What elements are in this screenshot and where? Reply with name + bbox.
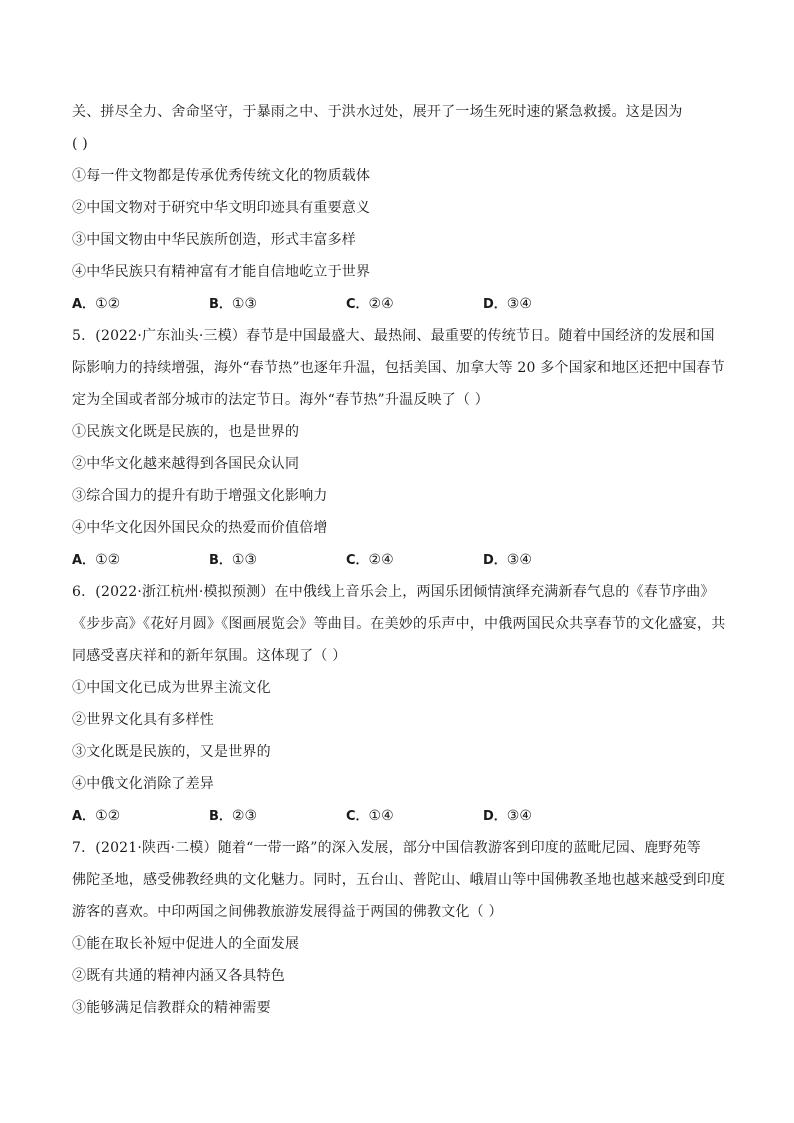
question-stem-line: 同感受喜庆祥和的新年氛围。这体现了（ ） xyxy=(72,648,347,664)
statement: ①民族文化既是民族的，也是世界的 xyxy=(72,424,300,440)
statement: ③能够满足信教群众的精神需要 xyxy=(72,1000,271,1016)
option-a: A．①② xyxy=(72,552,121,568)
question-stem-line: 定为全国或者部分城市的法定节日。海外“春节热”升温反映了（ ） xyxy=(72,392,489,408)
answer-options xyxy=(72,544,732,576)
statement: ①能在取长补短中促进人的全面发展 xyxy=(72,936,300,952)
statement: ③文化既是民族的，又是世界的 xyxy=(72,744,271,760)
statement: ④中华文化因外国民众的热爱而价值倍增 xyxy=(72,520,328,536)
question-stem-line: 游客的喜欢。中印两国之间佛教旅游发展得益于两国的佛教文化（ ） xyxy=(72,904,503,920)
option-c: C．①④ xyxy=(346,808,394,824)
statement: ②世界文化具有多样性 xyxy=(72,712,214,728)
statement: ②中华文化越来越得到各国民众认同 xyxy=(72,456,300,472)
statement: ③综合国力的提升有助于增强文化影响力 xyxy=(72,488,328,504)
option-c: C．②④ xyxy=(346,552,394,568)
statement: ①中国文化已成为世界主流文化 xyxy=(72,680,271,696)
answer-options xyxy=(72,800,732,832)
answer-blank: ( ) xyxy=(72,136,88,152)
option-b: B．①③ xyxy=(209,552,258,568)
option-a: A．①② xyxy=(72,296,121,312)
question-stem-line: 7．(2021·陕西·二模）随着“一带一路”的深入发展，部分中国信教游客到印度的蓝毗尼园、鹿野苑等 xyxy=(72,840,702,856)
option-b: B．①③ xyxy=(209,296,258,312)
option-b: B．②③ xyxy=(209,808,258,824)
question-stem-line: 6．(2022·浙江杭州·模拟预测）在中俄线上音乐会上，两国乐团倾情演绎充满新春气息的《春节序曲》 xyxy=(72,584,715,600)
answer-options xyxy=(72,288,732,320)
statement: ④中俄文化消除了差异 xyxy=(72,776,214,792)
question-stem-line: 际影响力的持续增强，海外“春节热”也逐年升温，包括美国、加拿大等 20 多个国家和地区还把中国春节 xyxy=(72,360,725,376)
question-6 xyxy=(72,576,732,832)
question-5 xyxy=(72,320,732,576)
statement: ④中华民族只有精神富有才能自信地屹立于世界 xyxy=(72,264,371,280)
question-stem-line: 佛陀圣地，感受佛教经典的文化魅力。同时，五台山、普陀山、峨眉山等中国佛教圣地也越来越受到印度 xyxy=(72,872,726,888)
option-c: C．②④ xyxy=(346,296,394,312)
question-stem-line: 5．(2022·广东汕头·三模）春节是中国最盛大、最热闹、最重要的传统节日。随着中国经济的发展和国 xyxy=(72,328,715,344)
question-4 xyxy=(72,96,732,320)
statement: ②中国文物对于研究中华文明印迹具有重要意义 xyxy=(72,200,371,216)
option-d: D．③④ xyxy=(483,808,532,824)
statement: ③中国文物由中华民族所创造，形式丰富多样 xyxy=(72,232,356,248)
document-page xyxy=(72,96,732,1024)
statement: ①每一件文物都是传承优秀传统文化的物质载体 xyxy=(72,168,371,184)
option-d: D．③④ xyxy=(483,296,532,312)
question-stem-line: 关、拼尽全力、舍命坚守，于暴雨之中、于洪水过处，展开了一场生死时速的紧急救援。这是因为 xyxy=(72,104,683,120)
option-d: D．③④ xyxy=(483,552,532,568)
statement: ②既有共通的精神内涵又各具特色 xyxy=(72,968,285,984)
question-stem-line: 《步步高》《花好月圆》《图画展览会》等曲目。在美妙的乐声中，中俄两国民众共享春节的文化盛宴，共 xyxy=(72,616,726,632)
question-7 xyxy=(72,832,732,1024)
option-a: A．①② xyxy=(72,808,121,824)
